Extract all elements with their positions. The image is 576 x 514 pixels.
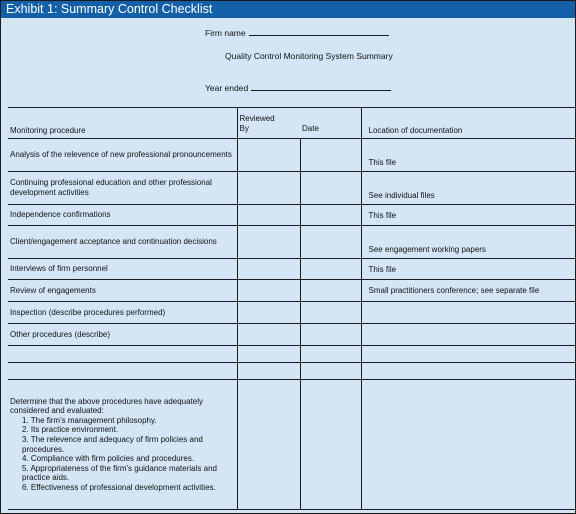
location-cell (361, 324, 576, 346)
location-cell: This file (361, 259, 576, 280)
table-header-row-1 (8, 108, 576, 124)
reviewed-by-cell[interactable] (237, 280, 300, 302)
col-header-by: By (237, 124, 300, 139)
table-row (8, 172, 576, 205)
reviewed-date-cell[interactable] (300, 226, 361, 259)
reviewed-by-cell[interactable] (237, 324, 300, 346)
evaluation-item: 4. Compliance with firm policies and procedures. (22, 454, 195, 464)
evaluation-item: 5. Appropriateness of the firm's guidance materials and practice aids. (22, 463, 217, 483)
col-header-procedure: Monitoring procedure (8, 108, 237, 139)
table-row (8, 280, 576, 302)
location-cell: Small practitioners conference; see separate file (361, 280, 576, 302)
evaluation-cell (8, 380, 237, 510)
table-row (8, 205, 576, 226)
year-ended-label: Year ended (205, 83, 249, 93)
reviewed-by-cell[interactable] (237, 172, 300, 205)
evaluation-item: 1. The firm's management philosophy. (22, 415, 157, 425)
table-row (8, 324, 576, 346)
location-cell (361, 380, 576, 510)
location-cell: This file (361, 205, 576, 226)
reviewed-by-cell[interactable] (237, 205, 300, 226)
reviewed-by-cell[interactable] (237, 302, 300, 324)
col-header-date: Date (300, 124, 361, 139)
table-row (8, 226, 576, 259)
location-cell (361, 363, 576, 380)
reviewed-by-cell[interactable] (237, 346, 300, 363)
reviewed-by-cell[interactable] (237, 139, 300, 172)
reviewed-by-cell[interactable] (237, 226, 300, 259)
procedure-cell: Client/engagement acceptance and continuation decisions (8, 226, 237, 259)
evaluation-item: 3. The relevence and adequacy of firm policies and procedures. (22, 434, 203, 454)
table-row (8, 363, 576, 380)
firm-name-row (205, 27, 389, 38)
procedure-cell: Independence confirmations (8, 205, 237, 226)
system-title: Quality Control Monitoring System Summary (225, 51, 393, 61)
procedure-cell: Other procedures (describe) (8, 324, 237, 346)
procedure-cell (8, 363, 237, 380)
procedure-cell: Analysis of the relevence of new professional pronouncements (8, 139, 237, 172)
evaluation-item: 6. Effectiveness of professional development activities. (22, 482, 216, 492)
col-header-reviewed: Reviewed (237, 108, 361, 124)
location-cell (361, 302, 576, 324)
table-row (8, 302, 576, 324)
reviewed-date-cell[interactable] (300, 172, 361, 205)
reviewed-by-cell[interactable] (237, 380, 300, 510)
location-cell: See engagement working papers (361, 226, 576, 259)
reviewed-date-cell[interactable] (300, 139, 361, 172)
procedure-cell (8, 346, 237, 363)
reviewed-date-cell[interactable] (300, 205, 361, 226)
evaluation-intro: Determine that the above procedures have adequately considered and evaluated: (10, 396, 204, 416)
table-row (8, 139, 576, 172)
procedure-cell: Review of engagements (8, 280, 237, 302)
firm-name-field[interactable] (249, 27, 389, 36)
reviewed-by-cell[interactable] (237, 259, 300, 280)
location-cell: This file (361, 139, 576, 172)
col-header-location: Location of documentation (361, 108, 576, 139)
reviewed-date-cell[interactable] (300, 324, 361, 346)
year-ended-field[interactable] (251, 82, 391, 91)
monitoring-table (8, 107, 576, 510)
reviewed-date-cell[interactable] (300, 302, 361, 324)
evaluation-item: 2. Its practice environment. (22, 425, 119, 435)
exhibit-title: Exhibit 1: Summary Control Checklist (1, 1, 575, 18)
procedure-cell: Inspection (describe procedures performed) (8, 302, 237, 324)
reviewed-date-cell[interactable] (300, 363, 361, 380)
evaluation-row (8, 380, 576, 510)
reviewed-date-cell[interactable] (300, 280, 361, 302)
procedure-cell: Interviews of firm personnel (8, 259, 237, 280)
reviewed-date-cell[interactable] (300, 259, 361, 280)
reviewed-date-cell[interactable] (300, 380, 361, 510)
procedure-cell: Continuing professional education and other professional development activities (8, 172, 237, 205)
table-row (8, 346, 576, 363)
year-ended-row (205, 82, 391, 93)
reviewed-by-cell[interactable] (237, 363, 300, 380)
firm-name-label: Firm name (205, 28, 246, 38)
location-cell: See individual files (361, 172, 576, 205)
reviewed-date-cell[interactable] (300, 346, 361, 363)
table-row (8, 259, 576, 280)
location-cell (361, 346, 576, 363)
